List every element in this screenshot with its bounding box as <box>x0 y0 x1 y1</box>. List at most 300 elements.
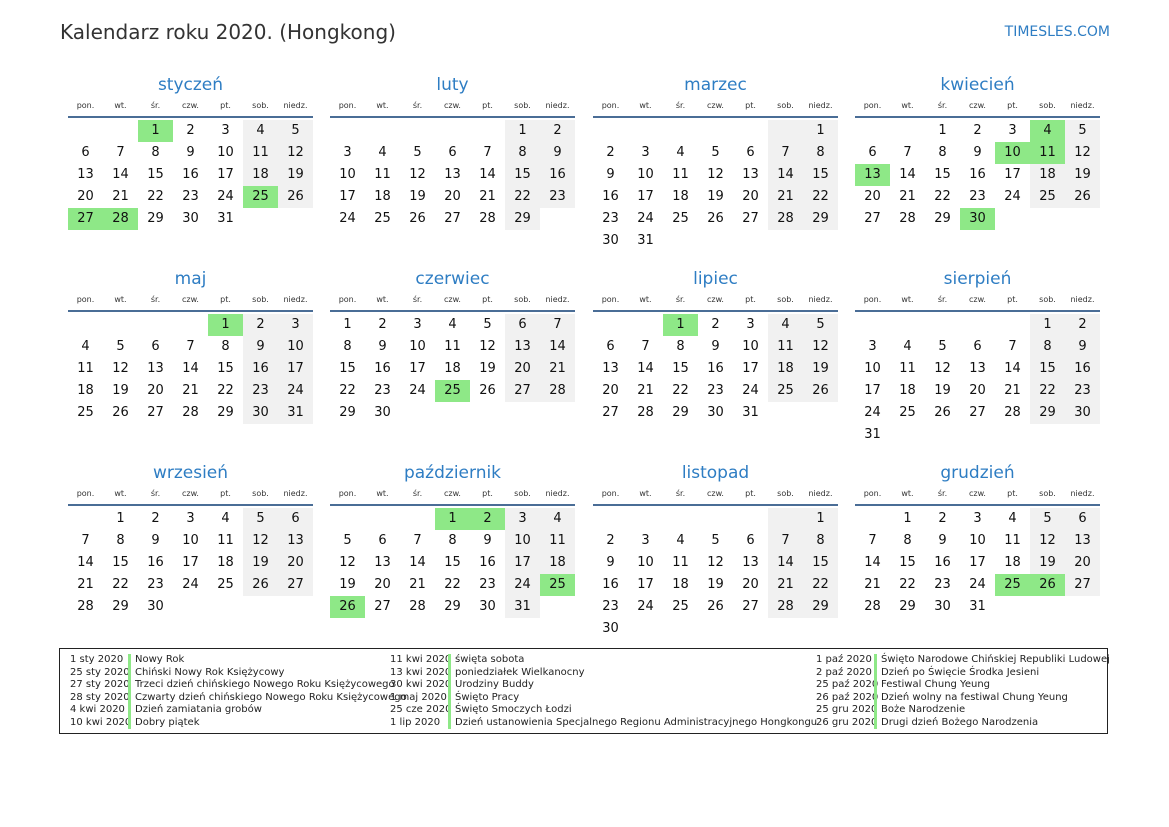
day-cell: 10 <box>182 533 199 548</box>
weekday-label: pon. <box>338 489 357 498</box>
day-cell: 23 <box>182 189 199 204</box>
day-cell: 1 <box>116 511 125 526</box>
empty-cell <box>628 508 663 530</box>
day-cell: 4 <box>221 511 230 526</box>
empty-cell <box>1065 208 1100 230</box>
day-cell: 16 <box>540 164 575 186</box>
empty-cell <box>890 120 925 142</box>
empty-cell <box>243 208 278 230</box>
holiday-name: Dzień wolny na festiwal Chung Yeung <box>874 692 1068 705</box>
day-cell: 18 <box>374 189 391 204</box>
day-cell: 27 <box>602 405 619 420</box>
day-cell: 27 <box>742 211 759 226</box>
weekday-label: czw. <box>182 489 199 498</box>
day-cell: 17 <box>637 189 654 204</box>
day-cell: 26 <box>1065 186 1100 208</box>
weekday-header <box>68 293 313 306</box>
day-cell: 4 <box>81 339 90 354</box>
day-cell: 26 <box>409 211 426 226</box>
day-cell: 26 <box>479 383 496 398</box>
month-name: lipiec <box>693 269 738 289</box>
day-cell: 6 <box>746 533 755 548</box>
empty-cell <box>663 230 698 252</box>
day-cell: 26 <box>330 596 365 618</box>
day-cell: 4 <box>1030 120 1065 142</box>
day-cell: 30 <box>960 208 995 230</box>
day-cell: 1 <box>1030 314 1065 336</box>
month-divider <box>855 116 1100 118</box>
day-cell: 16 <box>374 361 391 376</box>
day-cell: 28 <box>182 405 199 420</box>
day-cell: 24 <box>1004 189 1021 204</box>
day-cell: 19 <box>479 361 496 376</box>
day-cell: 15 <box>147 167 164 182</box>
holiday-name: Święto Pracy <box>448 692 519 705</box>
day-cell: 14 <box>479 167 496 182</box>
day-cell: 3 <box>343 145 352 160</box>
day-cell: 2 <box>973 123 982 138</box>
day-cell: 15 <box>112 555 129 570</box>
day-cell: 30 <box>147 599 164 614</box>
weekday-label: pon. <box>338 101 357 110</box>
weekday-label: śr. <box>412 101 423 110</box>
month-name: maj <box>174 269 207 289</box>
day-cell: 17 <box>505 552 540 574</box>
day-cell: 4 <box>1008 511 1017 526</box>
day-cell: 8 <box>221 339 230 354</box>
day-cell: 18 <box>672 577 689 592</box>
day-cell: 27 <box>742 599 759 614</box>
day-cell: 27 <box>969 405 986 420</box>
weekday-label: niedz. <box>545 295 570 304</box>
weekday-label: wt. <box>114 295 127 304</box>
empty-cell <box>995 208 1030 230</box>
day-cell: 15 <box>505 164 540 186</box>
day-cell: 29 <box>339 405 356 420</box>
day-cell: 27 <box>1065 574 1100 596</box>
holiday-date: 13 kwi 2020 <box>390 666 452 678</box>
day-cell: 10 <box>637 555 654 570</box>
weekday-label: pt. <box>745 295 756 304</box>
empty-cell <box>995 424 1030 446</box>
day-cell: 20 <box>602 383 619 398</box>
day-cell: 30 <box>707 405 724 420</box>
month-calendar <box>855 268 1100 446</box>
holiday-name: Święto Narodowe Chińskiej Republiki Ludowej <box>874 654 1110 667</box>
weekday-label: pt. <box>220 489 231 498</box>
weekday-label: sob. <box>777 489 794 498</box>
day-cell: 8 <box>938 145 947 160</box>
weekday-label: niedz. <box>1070 489 1095 498</box>
holiday-date: 28 sty 2020 <box>70 691 130 703</box>
day-cell: 12 <box>409 167 426 182</box>
day-cell: 2 <box>540 120 575 142</box>
month-calendar <box>68 462 313 618</box>
day-cell: 10 <box>995 142 1030 164</box>
day-cell: 25 <box>672 599 689 614</box>
weekday-label: wt. <box>114 101 127 110</box>
holiday-date: 11 kwi 2020 <box>390 654 452 665</box>
weekday-label: pon. <box>76 101 95 110</box>
weekday-label: śr. <box>412 295 423 304</box>
empty-cell <box>803 230 838 252</box>
day-cell: 21 <box>768 186 803 208</box>
day-cell: 27 <box>864 211 881 226</box>
day-cell: 25 <box>540 574 575 596</box>
legend-column <box>390 654 817 729</box>
day-cell: 20 <box>742 189 759 204</box>
day-cell: 29 <box>217 405 234 420</box>
day-cell: 24 <box>969 577 986 592</box>
day-cell: 22 <box>899 577 916 592</box>
day-cell: 26 <box>1030 574 1065 596</box>
day-cell: 9 <box>606 167 615 182</box>
weekday-label: pon. <box>601 295 620 304</box>
weekday-label: pt. <box>482 101 493 110</box>
day-cell: 3 <box>221 123 230 138</box>
weekday-header <box>593 487 838 500</box>
day-cell: 13 <box>1065 530 1100 552</box>
holiday-date: 27 sty 2020 <box>70 679 130 690</box>
day-cell: 16 <box>243 358 278 380</box>
day-cell: 11 <box>672 167 689 182</box>
empty-cell <box>103 120 138 142</box>
day-cell: 1 <box>138 120 173 142</box>
empty-cell <box>698 618 733 640</box>
empty-cell <box>768 618 803 640</box>
weekday-label: wt. <box>376 295 389 304</box>
day-cell: 16 <box>1065 358 1100 380</box>
day-cell: 29 <box>1030 402 1065 424</box>
day-cell: 8 <box>1030 336 1065 358</box>
day-cell: 28 <box>479 211 496 226</box>
month-name: listopad <box>681 463 750 483</box>
holiday-name: Trzeci dzień chińskiego Nowego Roku Księżycowego <box>128 679 395 692</box>
empty-cell <box>243 596 278 618</box>
day-cell: 19 <box>278 164 313 186</box>
empty-cell <box>173 314 208 336</box>
day-cell: 18 <box>672 189 689 204</box>
day-cell: 25 <box>995 574 1030 596</box>
weekday-label: pon. <box>601 489 620 498</box>
day-cell: 3 <box>278 314 313 336</box>
day-cell: 11 <box>77 361 94 376</box>
day-cell: 9 <box>540 142 575 164</box>
empty-cell <box>400 402 435 424</box>
day-cell: 17 <box>742 361 759 376</box>
holiday-date: 10 kwi 2020 <box>70 716 132 728</box>
month-divider <box>68 116 313 118</box>
weekday-label: śr. <box>412 489 423 498</box>
day-cell: 22 <box>339 383 356 398</box>
day-cell: 15 <box>899 555 916 570</box>
day-cell: 7 <box>903 145 912 160</box>
day-cell: 29 <box>803 208 838 230</box>
day-cell: 3 <box>186 511 195 526</box>
empty-cell <box>103 314 138 336</box>
empty-cell <box>803 402 838 424</box>
day-cell: 28 <box>540 380 575 402</box>
day-cell: 13 <box>742 167 759 182</box>
day-cell: 2 <box>243 314 278 336</box>
weekday-label: pon. <box>863 101 882 110</box>
day-cell: 25 <box>672 211 689 226</box>
day-cell: 3 <box>413 317 422 332</box>
day-cell: 28 <box>637 405 654 420</box>
day-cell: 1 <box>803 120 838 142</box>
empty-cell <box>803 618 838 640</box>
legend-entry <box>816 692 1110 705</box>
day-cell: 22 <box>147 189 164 204</box>
day-cell: 21 <box>112 189 129 204</box>
day-cell: 8 <box>676 339 685 354</box>
day-cell: 6 <box>448 145 457 160</box>
day-cell: 6 <box>1065 508 1100 530</box>
month-name: styczeń <box>157 75 224 95</box>
day-cell: 2 <box>606 533 615 548</box>
month-divider <box>330 116 575 118</box>
weekday-label: pon. <box>601 101 620 110</box>
empty-cell <box>540 402 575 424</box>
weekday-header <box>855 487 1100 500</box>
month-name: marzec <box>684 75 747 95</box>
day-cell: 14 <box>77 555 94 570</box>
weekday-label: wt. <box>901 101 914 110</box>
day-cell: 28 <box>409 599 426 614</box>
empty-cell <box>68 508 103 530</box>
empty-cell <box>593 120 628 142</box>
empty-cell <box>663 508 698 530</box>
month-divider <box>330 310 575 312</box>
day-cell: 27 <box>444 211 461 226</box>
empty-cell <box>698 120 733 142</box>
month-calendar <box>593 462 838 640</box>
weekday-label: pt. <box>482 489 493 498</box>
day-cell: 15 <box>934 167 951 182</box>
day-cell: 3 <box>746 317 755 332</box>
day-cell: 21 <box>77 577 94 592</box>
day-cell: 11 <box>1030 142 1065 164</box>
day-cell: 1 <box>803 508 838 530</box>
empty-cell <box>1030 596 1065 618</box>
weekday-label: czw. <box>182 295 199 304</box>
day-cell: 25 <box>1030 186 1065 208</box>
day-cell: 16 <box>147 555 164 570</box>
day-cell: 1 <box>208 314 243 336</box>
day-cell: 1 <box>435 508 470 530</box>
days-grid <box>330 508 575 618</box>
day-cell: 23 <box>147 577 164 592</box>
empty-cell <box>435 120 470 142</box>
site-link[interactable]: TIMESLES.COM <box>1004 24 1110 40</box>
day-cell: 19 <box>707 189 724 204</box>
empty-cell <box>208 596 243 618</box>
weekday-label: niedz. <box>545 101 570 110</box>
legend-entry <box>816 654 1110 667</box>
weekday-label: czw. <box>969 295 986 304</box>
empty-cell <box>890 314 925 336</box>
day-cell: 26 <box>803 380 838 402</box>
day-cell: 11 <box>444 339 461 354</box>
day-cell: 24 <box>505 574 540 596</box>
weekday-label: wt. <box>901 295 914 304</box>
day-cell: 7 <box>540 314 575 336</box>
day-cell: 18 <box>768 358 803 380</box>
legend-entry <box>816 667 1110 680</box>
day-cell: 24 <box>409 383 426 398</box>
empty-cell <box>68 120 103 142</box>
day-cell: 10 <box>742 339 759 354</box>
day-cell: 5 <box>483 317 492 332</box>
day-cell: 2 <box>151 511 160 526</box>
weekday-label: pt. <box>220 101 231 110</box>
weekday-label: wt. <box>639 295 652 304</box>
day-cell: 22 <box>217 383 234 398</box>
day-cell: 13 <box>147 361 164 376</box>
day-cell: 4 <box>378 145 387 160</box>
day-cell: 31 <box>637 233 654 248</box>
day-cell: 23 <box>540 186 575 208</box>
day-cell: 25 <box>243 186 278 208</box>
holiday-name: Dzień ustanowienia Specjalnego Regionu Administracyjnego Hongkongu <box>448 717 817 730</box>
day-cell: 20 <box>1065 552 1100 574</box>
day-cell: 5 <box>1030 508 1065 530</box>
legend-column <box>70 654 407 729</box>
holiday-date: 25 sty 2020 <box>70 666 130 678</box>
holiday-name: Drugi dzień Bożego Narodzenia <box>874 717 1038 730</box>
holiday-date: 26 paź 2020 <box>816 691 879 703</box>
day-cell: 17 <box>278 358 313 380</box>
day-cell: 8 <box>505 142 540 164</box>
month-name: wrzesień <box>152 463 229 483</box>
days-grid <box>593 508 838 640</box>
day-cell: 6 <box>973 339 982 354</box>
holiday-name: Nowy Rok <box>128 654 184 667</box>
day-cell: 28 <box>768 208 803 230</box>
day-cell: 5 <box>116 339 125 354</box>
weekday-label: niedz. <box>808 101 833 110</box>
day-cell: 18 <box>540 552 575 574</box>
days-grid <box>855 120 1100 230</box>
empty-cell <box>698 230 733 252</box>
day-cell: 12 <box>243 530 278 552</box>
holiday-date: 26 gru 2020 <box>816 716 878 728</box>
day-cell: 17 <box>339 189 356 204</box>
day-cell: 30 <box>182 211 199 226</box>
empty-cell <box>663 618 698 640</box>
day-cell: 7 <box>768 142 803 164</box>
day-cell: 2 <box>606 145 615 160</box>
day-cell: 31 <box>742 405 759 420</box>
day-cell: 29 <box>803 596 838 618</box>
day-cell: 25 <box>77 405 94 420</box>
weekday-label: sob. <box>1039 295 1056 304</box>
day-cell: 9 <box>711 339 720 354</box>
day-cell: 30 <box>602 621 619 636</box>
empty-cell <box>995 314 1030 336</box>
day-cell: 5 <box>938 339 947 354</box>
day-cell: 13 <box>374 555 391 570</box>
weekday-label: czw. <box>444 295 461 304</box>
day-cell: 27 <box>505 380 540 402</box>
month-divider <box>593 310 838 312</box>
empty-cell <box>960 424 995 446</box>
day-cell: 14 <box>768 164 803 186</box>
days-grid <box>593 120 838 252</box>
day-cell: 24 <box>864 405 881 420</box>
holiday-name: Festiwal Chung Yeung <box>874 679 990 692</box>
holiday-date: 2 paź 2020 <box>816 666 872 678</box>
day-cell: 5 <box>343 533 352 548</box>
legend-entry <box>70 717 407 730</box>
day-cell: 25 <box>374 211 391 226</box>
day-cell: 29 <box>444 599 461 614</box>
day-cell: 20 <box>374 577 391 592</box>
weekday-label: niedz. <box>283 295 308 304</box>
empty-cell <box>1030 424 1065 446</box>
day-cell: 6 <box>81 145 90 160</box>
page-title: Kalendarz roku 2020. (Hongkong) <box>60 20 396 44</box>
day-cell: 4 <box>540 508 575 530</box>
month-calendar <box>330 74 575 230</box>
empty-cell <box>855 314 890 336</box>
weekday-label: wt. <box>901 489 914 498</box>
day-cell: 22 <box>672 383 689 398</box>
weekday-header <box>855 293 1100 306</box>
weekday-header <box>593 293 838 306</box>
day-cell: 30 <box>479 599 496 614</box>
legend-entry <box>70 704 407 717</box>
day-cell: 8 <box>448 533 457 548</box>
weekday-label: pt. <box>1007 295 1018 304</box>
days-grid <box>68 120 313 230</box>
month-name: sierpień <box>943 269 1012 289</box>
weekday-label: wt. <box>376 101 389 110</box>
day-cell: 12 <box>707 555 724 570</box>
day-cell: 28 <box>103 208 138 230</box>
day-cell: 30 <box>602 233 619 248</box>
day-cell: 2 <box>378 317 387 332</box>
empty-cell <box>698 508 733 530</box>
day-cell: 2 <box>1065 314 1100 336</box>
day-cell: 8 <box>803 530 838 552</box>
empty-cell <box>768 508 803 530</box>
weekday-header <box>330 487 575 500</box>
day-cell: 8 <box>116 533 125 548</box>
day-cell: 23 <box>602 599 619 614</box>
empty-cell <box>470 120 505 142</box>
day-cell: 5 <box>413 145 422 160</box>
weekday-label: pt. <box>1007 489 1018 498</box>
empty-cell <box>855 120 890 142</box>
weekday-header <box>68 99 313 112</box>
day-cell: 27 <box>147 405 164 420</box>
month-calendar <box>330 462 575 618</box>
day-cell: 2 <box>938 511 947 526</box>
empty-cell <box>365 120 400 142</box>
month-name: grudzień <box>940 463 1015 483</box>
day-cell: 22 <box>934 189 951 204</box>
legend-entry <box>390 667 817 680</box>
day-cell: 16 <box>969 167 986 182</box>
empty-cell <box>628 120 663 142</box>
day-cell: 28 <box>1004 405 1021 420</box>
weekday-label: czw. <box>969 101 986 110</box>
empty-cell <box>68 314 103 336</box>
day-cell: 14 <box>112 167 129 182</box>
legend-entry <box>816 717 1110 730</box>
weekday-label: czw. <box>707 101 724 110</box>
